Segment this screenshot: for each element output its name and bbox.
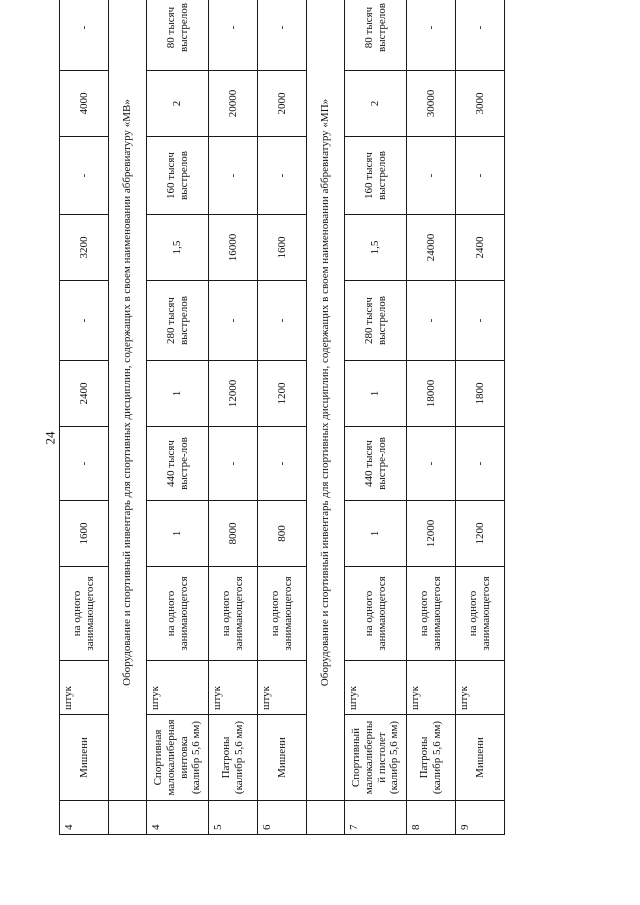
cell-num: 7 <box>345 801 407 835</box>
page-number: 24 <box>42 431 58 445</box>
table-row <box>60 0 109 835</box>
cell-c2: 440 тысяч выстре-лов <box>345 427 407 501</box>
cell-c2: - <box>209 427 258 501</box>
cell-c4: - <box>60 281 109 361</box>
cell-c7: 30000 <box>407 71 456 137</box>
cell-unit: штук <box>209 661 258 715</box>
cell-basis: на одного занимающегося <box>456 567 505 661</box>
cell-c5: 1600 <box>258 215 307 281</box>
section-row <box>109 0 147 835</box>
cell-c7: 2 <box>147 71 209 137</box>
cell-c6: - <box>209 137 258 215</box>
cell-c1: 1 <box>345 501 407 567</box>
cell-name: Мишени <box>258 715 307 801</box>
cell-c1: 800 <box>258 501 307 567</box>
cell-basis: на одного занимающегося <box>147 567 209 661</box>
cell-c3: 1800 <box>456 361 505 427</box>
cell-num: 4 <box>60 801 109 835</box>
table-row <box>456 0 505 835</box>
cell-c8: - <box>456 0 505 71</box>
cell-basis: на одного занимающегося <box>60 567 109 661</box>
cell-c3: 1200 <box>258 361 307 427</box>
section-heading: Оборудование и спортивный инвентарь для спортивных дисциплин, содержащих в своем наименовании аббревиатуру «МВ» <box>109 0 147 801</box>
cell-c6: - <box>60 137 109 215</box>
cell-name: Патроны (калибр 5,6 мм) <box>209 715 258 801</box>
cell-c4: - <box>209 281 258 361</box>
cell-c2: 440 тысяч выстре-лов <box>147 427 209 501</box>
cell-c2: - <box>60 427 109 501</box>
cell-c5: 16000 <box>209 215 258 281</box>
cell-c6: 160 тысяч выстрелов <box>147 137 209 215</box>
cell-c1: 1600 <box>60 501 109 567</box>
cell-basis: на одного занимающегося <box>407 567 456 661</box>
cell-unit: штук <box>407 661 456 715</box>
section-heading: Оборудование и спортивный инвентарь для спортивных дисциплин, содержащих в своем наименовании аббревиатуру «МП» <box>307 0 345 801</box>
table-row <box>209 0 258 835</box>
cell-c4: 280 тысяч выстрелов <box>147 281 209 361</box>
cell-name: Спортивная малокалиберная винтовка (калибр 5,6 мм) <box>147 715 209 801</box>
rotated-table-container <box>59 0 492 835</box>
section-row <box>307 0 345 835</box>
cell-c6: - <box>407 137 456 215</box>
cell-c2: - <box>258 427 307 501</box>
cell-num: 6 <box>258 801 307 835</box>
cell-unit: штук <box>258 661 307 715</box>
table-row <box>407 0 456 835</box>
cell-c4: - <box>407 281 456 361</box>
cell-c4: - <box>258 281 307 361</box>
cell-name: Мишени <box>456 715 505 801</box>
table-row <box>258 0 307 835</box>
cell-c3: 1 <box>345 361 407 427</box>
cell-c5: 24000 <box>407 215 456 281</box>
cell-c3: 2400 <box>60 361 109 427</box>
cell-unit: штук <box>456 661 505 715</box>
cell-c4: 280 тысяч выстрелов <box>345 281 407 361</box>
cell-c3: 18000 <box>407 361 456 427</box>
cell-c8: - <box>60 0 109 71</box>
cell-c3: 12000 <box>209 361 258 427</box>
cell-c6: - <box>456 137 505 215</box>
cell-c8: - <box>209 0 258 71</box>
cell-num: 5 <box>209 801 258 835</box>
cell-c1: 1200 <box>456 501 505 567</box>
cell-c7: 4000 <box>60 71 109 137</box>
cell-num: 8 <box>407 801 456 835</box>
cell-name: Мишени <box>60 715 109 801</box>
cell-c7: 2 <box>345 71 407 137</box>
cell-c1: 1 <box>147 501 209 567</box>
cell-c7: 3000 <box>456 71 505 137</box>
cell-c5: 3200 <box>60 215 109 281</box>
cell-c5: 1,5 <box>147 215 209 281</box>
cell-c2: - <box>407 427 456 501</box>
cell-c5: 1,5 <box>345 215 407 281</box>
cell-c7: 2000 <box>258 71 307 137</box>
cell-c1: 8000 <box>209 501 258 567</box>
cell-num: 9 <box>456 801 505 835</box>
cell-c7: 20000 <box>209 71 258 137</box>
cell-c6: 160 тысяч выстрелов <box>345 137 407 215</box>
cell-basis: на одного занимающегося <box>209 567 258 661</box>
cell-num: 4 <box>147 801 209 835</box>
cell-c1: 12000 <box>407 501 456 567</box>
table-row <box>345 0 407 835</box>
section-spacer <box>307 801 345 835</box>
cell-c8: 80 тысяч выстрелов <box>345 0 407 71</box>
table-row <box>147 0 209 835</box>
cell-c5: 2400 <box>456 215 505 281</box>
cell-c3: 1 <box>147 361 209 427</box>
cell-basis: на одного занимающегося <box>258 567 307 661</box>
cell-unit: штук <box>60 661 109 715</box>
section-spacer <box>109 801 147 835</box>
cell-unit: штук <box>345 661 407 715</box>
cell-name: Спортивный малокалиберный пистолет (калибр 5,6 мм) <box>345 715 407 801</box>
cell-c2: - <box>456 427 505 501</box>
equipment-table <box>59 0 505 835</box>
cell-c4: - <box>456 281 505 361</box>
cell-unit: штук <box>147 661 209 715</box>
cell-basis: на одного занимающегося <box>345 567 407 661</box>
cell-c8: 80 тысяч выстрелов <box>147 0 209 71</box>
cell-c6: - <box>258 137 307 215</box>
cell-c8: - <box>258 0 307 71</box>
cell-name: Патроны (калибр 5,6 мм) <box>407 715 456 801</box>
cell-c8: - <box>407 0 456 71</box>
